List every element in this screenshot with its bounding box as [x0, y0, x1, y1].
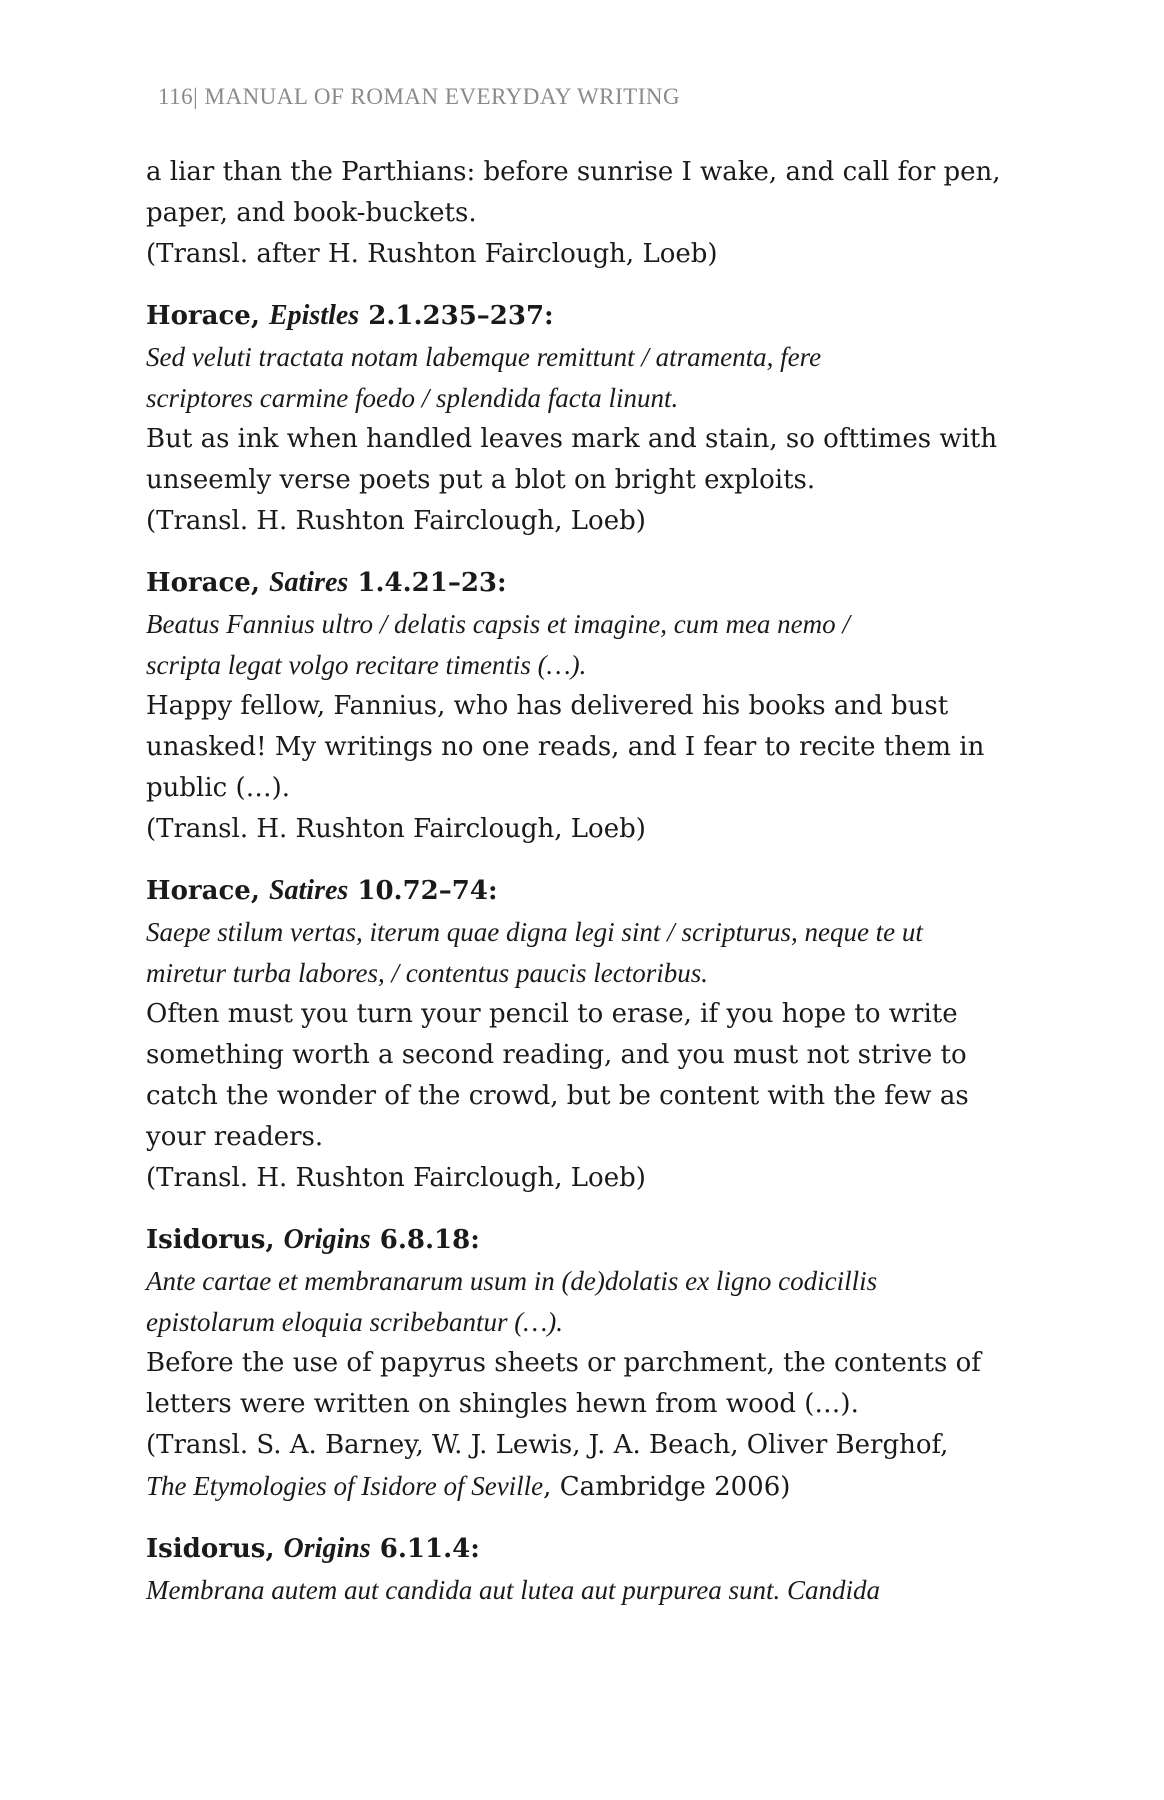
running-head: [158, 80, 1026, 114]
entry-work: Origins: [283, 1224, 371, 1255]
latin-line: Sed veluti tractata notam labemque remittunt / atramenta, fere: [146, 342, 822, 372]
translation-line: paper, and book-buckets.: [146, 198, 477, 228]
entry-heading: [146, 870, 1026, 912]
entry-work: Origins: [283, 1533, 371, 1564]
book-page: [146, 80, 1026, 1611]
entry-reference: 10.72–74:: [348, 876, 498, 906]
source-entry: [146, 1219, 1026, 1508]
continuation-block: [146, 152, 1026, 275]
translation-line: Often must you turn your pencil to erase, if you hope to write: [146, 999, 958, 1029]
translation-line: unseemly verse poets put a blot on bright exploits.: [146, 465, 816, 495]
entry-author: Horace,: [146, 568, 269, 598]
cited-book-title: The Etymologies of Isidore of Seville: [146, 1471, 544, 1501]
entry-heading: [146, 1528, 1026, 1570]
page-number: 116: [158, 84, 194, 109]
latin-line: Ante cartae et membranarum usum in (de)dolatis ex ligno codicillis: [146, 1266, 878, 1296]
translation-line: letters were written on shingles hewn from wood (…).: [146, 1389, 859, 1419]
source-entry: [146, 562, 1026, 850]
book-title: MANUAL OF ROMAN EVERYDAY WRITING: [204, 84, 681, 109]
translation-line: Before the use of papyrus sheets or parchment, the contents of: [146, 1348, 981, 1378]
entry-reference: 2.1.235–237:: [359, 301, 554, 331]
translation-line: unasked! My writings no one reads, and I fear to recite them in: [146, 732, 985, 762]
entry-work: Satires: [268, 567, 349, 598]
running-head-separator: |: [193, 84, 199, 109]
translation-credit: (Transl. H. Rushton Fairclough, Loeb): [146, 1163, 646, 1193]
translation-credit: (Transl. S. A. Barney, W. J. Lewis, J. A. Beach, Oliver Berghof,: [146, 1430, 949, 1460]
entry-author: Horace,: [146, 301, 269, 331]
translation-line: But as ink when handled leaves mark and stain, so ofttimes with: [146, 424, 998, 454]
entry-heading: [146, 1219, 1026, 1261]
translation-line: your readers.: [146, 1122, 324, 1152]
entry-reference: 6.11.4:: [370, 1534, 480, 1564]
entry-author: Isidorus,: [146, 1225, 284, 1255]
entry-work: Satires: [268, 875, 349, 906]
translation-credit: (Transl. H. Rushton Fairclough, Loeb): [146, 814, 646, 844]
source-entry: [146, 870, 1026, 1199]
translation-line: public (…).: [146, 773, 291, 803]
latin-line: scripta legat volgo recitare timentis (…).: [146, 650, 587, 680]
translation-line: Happy fellow, Fannius, who has delivered his books and bust: [146, 691, 949, 721]
latin-line: scriptores carmine foedo / splendida facta linunt.: [146, 383, 679, 413]
entry-work: Epistles: [268, 300, 360, 331]
translation-line: catch the wonder of the crowd, but be content with the few as: [146, 1081, 969, 1111]
translation-credit: (Transl. after H. Rushton Fairclough, Loeb): [146, 239, 718, 269]
latin-line: Saepe stilum vertas, iterum quae digna legi sint / scripturus, neque te ut: [146, 917, 923, 947]
citation-details: , Cambridge 2006): [543, 1472, 791, 1502]
entry-reference: 1.4.21–23:: [348, 568, 507, 598]
entry-author: Isidorus,: [146, 1534, 284, 1564]
source-entry: [146, 295, 1026, 542]
entry-heading: [146, 295, 1026, 337]
translation-line: something worth a second reading, and you must not strive to: [146, 1040, 967, 1070]
latin-line: Beatus Fannius ultro / delatis capsis et imagine, cum mea nemo /: [146, 609, 850, 639]
entry-reference: 6.8.18:: [370, 1225, 480, 1255]
source-entry: [146, 1528, 1026, 1611]
translation-line: a liar than the Parthians: before sunrise I wake, and call for pen,: [146, 157, 1001, 187]
latin-line: epistolarum eloquia scribebantur (…).: [146, 1307, 563, 1337]
entry-heading: [146, 562, 1026, 604]
body-text: [146, 152, 1026, 1611]
translation-credit: (Transl. H. Rushton Fairclough, Loeb): [146, 506, 646, 536]
entry-author: Horace,: [146, 876, 269, 906]
latin-line: miretur turba labores, / contentus paucis lectoribus.: [146, 958, 708, 988]
translation-credit: [146, 1466, 1026, 1508]
latin-line: Membrana autem aut candida aut lutea aut purpurea sunt. Candida: [146, 1575, 880, 1605]
